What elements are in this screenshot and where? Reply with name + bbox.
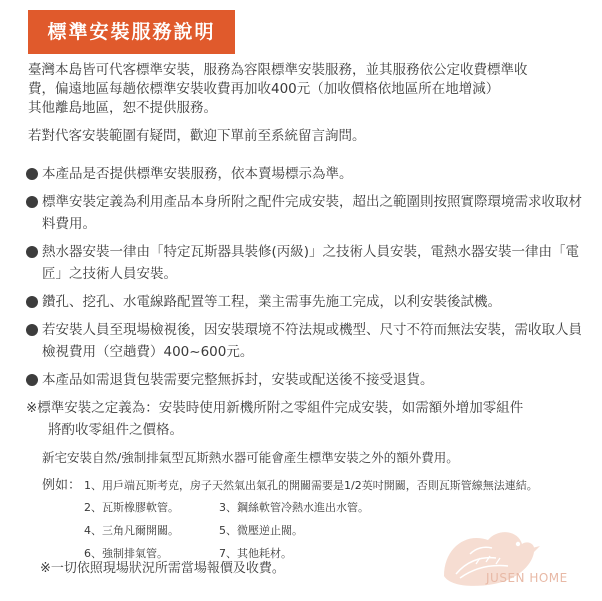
example-row (84, 497, 384, 520)
bullet-text: 本產品是否提供標準安裝服務，依本賣場標示為準。 (42, 166, 353, 182)
bullet-list (26, 163, 584, 397)
extra-fee-note: 新宅安裝自然/強制排氣型瓦斯熱水器可能會產生標準安裝之外的額外費用。 (42, 450, 459, 465)
intro-line: 臺灣本島皆可代客標準安裝，服務為容限標準安裝服務，並其服務依公定收費標準收 (28, 62, 528, 78)
bullet-dot-icon (26, 168, 38, 180)
pricing-footnote: ※一切依照現場狀況所需當場報價及收費。 (40, 561, 285, 576)
example-item: 7、其他耗材。 (219, 547, 292, 560)
bullet-dot-icon (26, 324, 38, 336)
page-title: 標準安裝服務說明 (28, 10, 235, 54)
bullet-text: 若安裝人員至現場檢視後，因安裝環境不符法規或機型、尺寸不符而無法安裝，需收取人員檢視費用（空趟費）400~600元。 (42, 322, 582, 360)
examples-label: 例如： (42, 478, 82, 493)
example-item: 6、強制排氣管。 (84, 547, 168, 560)
bullet-text: 鑽孔、挖孔、水電線路配置等工程，業主需事先施工完成，以利安裝後試機。 (42, 294, 501, 310)
bullet-item (26, 291, 584, 313)
bullet-dot-icon (26, 296, 38, 308)
intro-section (28, 61, 588, 146)
bullet-item (26, 319, 584, 363)
bullet-text: 熱水器安裝一律由「特定瓦斯器具裝修(丙級)」之技術人員安裝，電熱水器安裝一律由「電匠」之技術人員安裝。 (42, 244, 580, 282)
intro-question: 若對代客安裝範圍有疑問，歡迎下單前至系統留言詢問。 (28, 128, 366, 144)
example-item: 4、三角凡爾開關。 (84, 524, 179, 537)
intro-line: 其他離島地區，恕不提供服務。 (28, 100, 217, 116)
bullet-item (26, 191, 584, 235)
example-row (84, 520, 384, 543)
bullet-dot-icon (26, 196, 38, 208)
note-line: 將酌收零組件之價格。 (48, 422, 183, 438)
note-line: ※標準安裝之定義為：安裝時使用新機所附之零組件完成安裝，如需額外增加零組件 (26, 400, 524, 416)
bullet-item (26, 369, 584, 391)
example-item: 5、微壓逆止閥。 (219, 524, 303, 537)
bullet-dot-icon (26, 246, 38, 258)
bullet-dot-icon (26, 374, 38, 386)
bullet-item (26, 163, 584, 185)
bullet-item (26, 241, 584, 285)
example-item: 2、瓦斯橡膠軟管。 (84, 501, 179, 514)
bullet-text: 標準安裝定義為利用產品本身所附之配件完成安裝，超出之範圍則按照實際環境需求收取材料費用。 (42, 194, 582, 232)
brand-logo-text: JUSEN HOME (486, 571, 568, 585)
definition-note (26, 397, 586, 441)
example-item: 3、鋼絲軟管冷熱水進出水管。 (219, 501, 369, 514)
example-item: 1、用戶端瓦斯考克，房子天然氣出氣孔的開關需要是1/2英吋開關，否則瓦斯管線無法連結。 (84, 479, 538, 492)
examples-grid (84, 497, 384, 566)
bullet-text: 本產品如需退貨包裝需要完整無拆封，安裝或配送後不接受退貨。 (42, 372, 434, 388)
intro-line: 費，偏遠地區每趟依標準安裝收費再加收400元（加收價格依地區所在地增減） (28, 81, 500, 97)
